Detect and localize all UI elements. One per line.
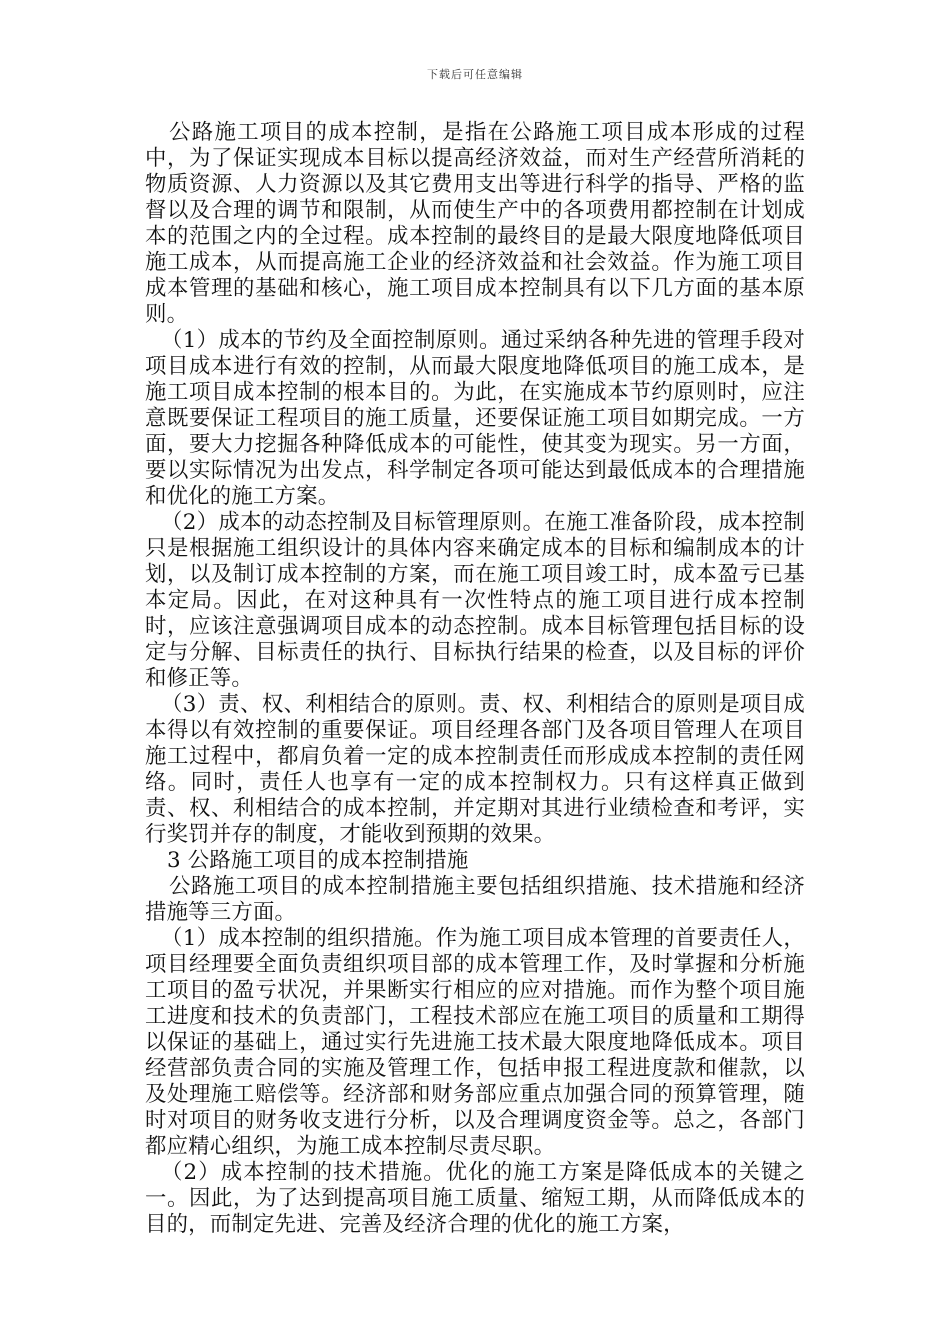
- paragraph-principle-1: （1）成本的节约及全面控制原则。通过采纳各种先进的管理手段对项目成本进行有效的控制，从而最大限度地降低项目的施工成本，是施工项目成本控制的根本目的。为此，在实施成本节约原则时，应注意既要保证工程项目的施工质量，还要保证施工项目如期完成。一方面，要大力挖掘各种降低成本的可能性，使其变为现实。另一方面，要以实际情况为出发点，科学制定各项可能达到最低成本的合理措施和优化的施工方案。: [145, 328, 805, 509]
- paragraph-measures-intro: 公路施工项目的成本控制措施主要包括组织措施、技术措施和经济措施等三方面。: [145, 874, 805, 925]
- paragraph-principle-2: （2）成本的动态控制及目标管理原则。在施工准备阶段，成本控制只是根据施工组织设计的具体内容来确定成本的目标和编制成本的计划，以及制订成本控制的方案，而在施工项目竣工时，成本盈亏已基本定局。因此，在对这种具有一次性特点的施工项目进行成本控制时，应该注意强调项目成本的动态控制。成本目标管理包括目标的设定与分解、目标责任的执行、目标执行结果的检查，以及目标的评价和修正等。: [145, 510, 805, 691]
- paragraph-measure-1: （1）成本控制的组织措施。作为施工项目成本管理的首要责任人，项目经理要全面负责组织项目部的成本管理工作，及时掌握和分析施工项目的盈亏状况，并果断实行相应的应对措施。而作为整个项目施工进度和技术的负责部门，工程技术部应在施工项目的质量和工期得以保证的基础上，通过实行先进施工技术最大限度地降低成本。项目经营部负责合同的实施及管理工作，包括申报工程进度款和催款，以及处理施工赔偿等。经济部和财务部应重点加强合同的预算管理，随时对项目的财务收支进行分析，以及合理调度资金等。总之，各部门都应精心组织，为施工成本控制尽责尽职。: [145, 926, 805, 1159]
- page-header-note: 下载后可任意编辑: [427, 68, 523, 81]
- paragraph-measure-2: （2）成本控制的技术措施。优化的施工方案是降低成本的关键之一。因此，为了达到提高项目施工质量、缩短工期，从而降低成本的目的，而制定先进、完善及经济合理的优化的施工方案，: [145, 1160, 805, 1237]
- paragraph-principle-3: （3）责、权、利相结合的原则。责、权、利相结合的原则是项目成本得以有效控制的重要保证。项目经理各部门及各项目管理人在项目施工过程中，都肩负着一定的成本控制责任而形成成本控制的责任网络。同时，责任人也享有一定的成本控制权力。只有这样真正做到责、权、利相结合的成本控制，并定期对其进行业绩检查和考评，实行奖罚并存的制度，才能收到预期的效果。: [145, 692, 805, 847]
- document-body: [145, 120, 805, 1238]
- section-heading: 3 公路施工项目的成本控制措施: [167, 848, 469, 873]
- paragraph-intro: 公路施工项目的成本控制，是指在公路施工项目成本形成的过程中，为了保证实现成本目标以提高经济效益，而对生产经营所消耗的物质资源、人力资源以及其它费用支出等进行科学的指导、严格的监督以及合理的调节和限制，从而使生产中的各项费用都控制在计划成本的范围之内的全过程。成本控制的最终目的是最大限度地降低项目施工成本，从而提高施工企业的经济效益和社会效益。作为施工项目成本管理的基础和核心，施工项目成本控制具有以下几方面的基本原则。: [145, 120, 805, 327]
